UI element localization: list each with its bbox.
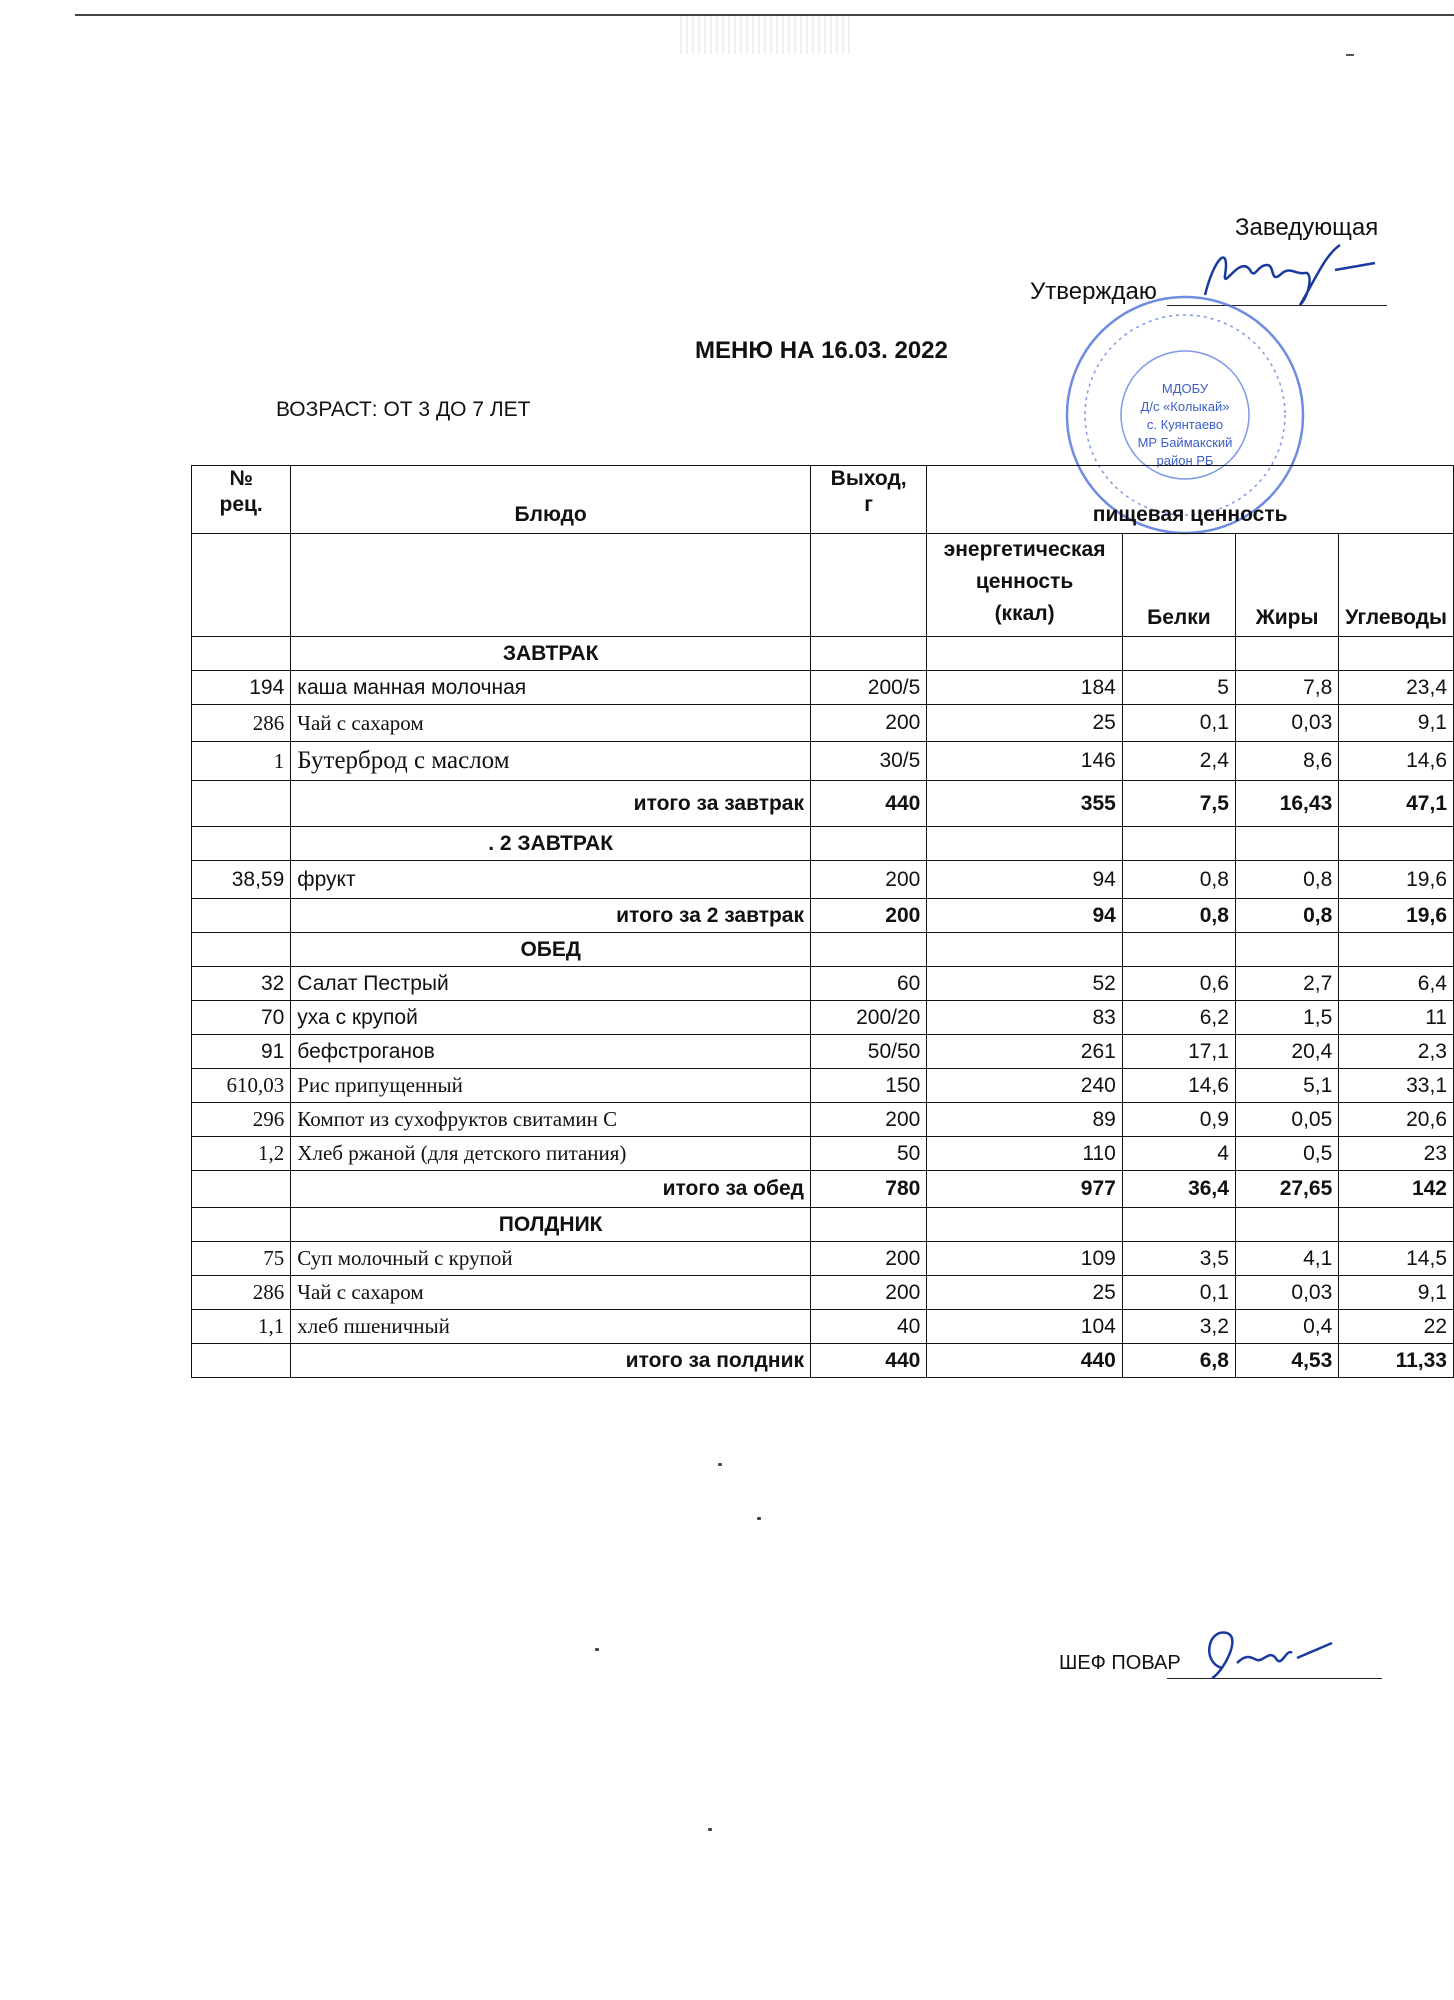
page-title: МЕНЮ НА 16.03. 2022 bbox=[695, 337, 948, 364]
table-row bbox=[192, 1035, 1454, 1069]
protein-value: 3,2 bbox=[1122, 1310, 1235, 1344]
empty-cell bbox=[1339, 933, 1454, 967]
dish-name: каша манная молочная bbox=[291, 671, 811, 705]
dish-name: бефстроганов bbox=[291, 1035, 811, 1069]
energy-value: 89 bbox=[927, 1103, 1123, 1137]
protein-value: 0,1 bbox=[1122, 705, 1235, 742]
recipe-number: 70 bbox=[192, 1001, 291, 1035]
header-dish: Блюдо bbox=[291, 466, 811, 534]
table-row bbox=[192, 671, 1454, 705]
total-fat: 0,8 bbox=[1235, 899, 1338, 933]
table-row bbox=[192, 899, 1454, 933]
empty-cell bbox=[1339, 637, 1454, 671]
yield-value: 200 bbox=[811, 1103, 927, 1137]
total-fat: 4,53 bbox=[1235, 1344, 1338, 1378]
total-energy: 94 bbox=[927, 899, 1123, 933]
scan-speck bbox=[757, 1517, 761, 1520]
empty-cell bbox=[1339, 1208, 1454, 1242]
dish-name: фрукт bbox=[291, 861, 811, 899]
stamp-line: с. Куянтаево bbox=[1146, 417, 1224, 432]
protein-value: 17,1 bbox=[1122, 1035, 1235, 1069]
total-fat: 16,43 bbox=[1235, 781, 1338, 827]
menu-table bbox=[191, 465, 1454, 1378]
protein-value: 6,2 bbox=[1122, 1001, 1235, 1035]
section-title: ЗАВТРАК bbox=[291, 637, 811, 671]
header-fat: Жиры bbox=[1235, 534, 1338, 637]
dish-name: хлеб пшеничный bbox=[291, 1310, 811, 1344]
dish-name: Рис припущенный bbox=[291, 1069, 811, 1103]
carbs-value: 23 bbox=[1339, 1137, 1454, 1171]
recipe-number: 194 bbox=[192, 671, 291, 705]
energy-value: 110 bbox=[927, 1137, 1123, 1171]
yield-value: 50/50 bbox=[811, 1035, 927, 1069]
dish-name: Компот из сухофруктов свитамин С bbox=[291, 1103, 811, 1137]
energy-value: 83 bbox=[927, 1001, 1123, 1035]
fat-value: 0,5 bbox=[1235, 1137, 1338, 1171]
protein-value: 14,6 bbox=[1122, 1069, 1235, 1103]
empty-cell bbox=[811, 637, 927, 671]
yield-value: 200 bbox=[811, 1242, 927, 1276]
carbs-value: 23,4 bbox=[1339, 671, 1454, 705]
empty-cell bbox=[1122, 933, 1235, 967]
fat-value: 1,5 bbox=[1235, 1001, 1338, 1035]
empty-cell bbox=[192, 899, 291, 933]
dish-name: Суп молочный с крупой bbox=[291, 1242, 811, 1276]
yield-value: 200 bbox=[811, 705, 927, 742]
recipe-number: 286 bbox=[192, 705, 291, 742]
energy-value: 261 bbox=[927, 1035, 1123, 1069]
total-protein: 6,8 bbox=[1122, 1344, 1235, 1378]
fat-value: 2,7 bbox=[1235, 967, 1338, 1001]
total-yield: 440 bbox=[811, 1344, 927, 1378]
fat-value: 20,4 bbox=[1235, 1035, 1338, 1069]
total-carbs: 142 bbox=[1339, 1171, 1454, 1208]
empty-cell bbox=[192, 1344, 291, 1378]
total-protein: 7,5 bbox=[1122, 781, 1235, 827]
yield-value: 200 bbox=[811, 1276, 927, 1310]
chef-signature bbox=[1192, 1618, 1342, 1688]
table-row bbox=[192, 967, 1454, 1001]
fat-value: 0,03 bbox=[1235, 1276, 1338, 1310]
header-nutrition: пищевая ценность bbox=[927, 466, 1454, 534]
empty-cell bbox=[927, 1208, 1123, 1242]
empty-cell bbox=[927, 933, 1123, 967]
section-title: . 2 ЗАВТРАК bbox=[291, 827, 811, 861]
table-row bbox=[192, 1001, 1454, 1035]
total-carbs: 11,33 bbox=[1339, 1344, 1454, 1378]
energy-value: 104 bbox=[927, 1310, 1123, 1344]
approve-label: Утверждаю bbox=[1030, 278, 1157, 305]
carbs-value: 33,1 bbox=[1339, 1069, 1454, 1103]
scan-speck bbox=[718, 1463, 722, 1466]
energy-value: 109 bbox=[927, 1242, 1123, 1276]
header-empty-yield bbox=[811, 534, 927, 637]
carbs-value: 19,6 bbox=[1339, 861, 1454, 899]
table-row bbox=[192, 933, 1454, 967]
header-energy: энергетическая ценность (ккал) bbox=[927, 534, 1123, 637]
yield-value: 60 bbox=[811, 967, 927, 1001]
recipe-number: 1,2 bbox=[192, 1137, 291, 1171]
protein-value: 5 bbox=[1122, 671, 1235, 705]
total-yield: 200 bbox=[811, 899, 927, 933]
yield-value: 150 bbox=[811, 1069, 927, 1103]
empty-cell bbox=[192, 781, 291, 827]
carbs-value: 6,4 bbox=[1339, 967, 1454, 1001]
dish-name: Салат Пестрый bbox=[291, 967, 811, 1001]
empty-cell bbox=[192, 1208, 291, 1242]
carbs-value: 20,6 bbox=[1339, 1103, 1454, 1137]
protein-value: 0,9 bbox=[1122, 1103, 1235, 1137]
total-label: итого за обед bbox=[291, 1171, 811, 1208]
carbs-value: 9,1 bbox=[1339, 705, 1454, 742]
age-group: ВОЗРАСТ: ОТ 3 ДО 7 ЛЕТ bbox=[276, 398, 531, 421]
fat-value: 0,05 bbox=[1235, 1103, 1338, 1137]
total-fat: 27,65 bbox=[1235, 1171, 1338, 1208]
scan-mark bbox=[1346, 54, 1354, 56]
energy-value: 25 bbox=[927, 1276, 1123, 1310]
carbs-value: 9,1 bbox=[1339, 1276, 1454, 1310]
protein-value: 0,1 bbox=[1122, 1276, 1235, 1310]
total-carbs: 47,1 bbox=[1339, 781, 1454, 827]
carbs-value: 14,6 bbox=[1339, 742, 1454, 781]
table-row bbox=[192, 1069, 1454, 1103]
table-row bbox=[192, 742, 1454, 781]
fat-value: 0,4 bbox=[1235, 1310, 1338, 1344]
protein-value: 0,8 bbox=[1122, 861, 1235, 899]
table-row bbox=[192, 1171, 1454, 1208]
protein-value: 4 bbox=[1122, 1137, 1235, 1171]
header-yield: Выход, г bbox=[811, 466, 927, 534]
energy-value: 52 bbox=[927, 967, 1123, 1001]
stamp-line: МДОБУ bbox=[1161, 381, 1209, 396]
table-row bbox=[192, 1310, 1454, 1344]
energy-value: 184 bbox=[927, 671, 1123, 705]
total-carbs: 19,6 bbox=[1339, 899, 1454, 933]
recipe-number: 38,59 bbox=[192, 861, 291, 899]
total-label: итого за 2 завтрак bbox=[291, 899, 811, 933]
dish-name: Бутерброд с маслом bbox=[291, 742, 811, 781]
total-energy: 355 bbox=[927, 781, 1123, 827]
yield-value: 200 bbox=[811, 861, 927, 899]
carbs-value: 14,5 bbox=[1339, 1242, 1454, 1276]
yield-value: 40 bbox=[811, 1310, 927, 1344]
empty-cell bbox=[1122, 1208, 1235, 1242]
empty-cell bbox=[192, 637, 291, 671]
table-row bbox=[192, 827, 1454, 861]
table-row bbox=[192, 1103, 1454, 1137]
header-carbs: Углеводы bbox=[1339, 534, 1454, 637]
svg-text:МДОБУД/с «Колыкай»с. Куянтаево bbox=[1138, 381, 1233, 468]
recipe-number: 75 bbox=[192, 1242, 291, 1276]
table-row bbox=[192, 1208, 1454, 1242]
energy-value: 94 bbox=[927, 861, 1123, 899]
empty-cell bbox=[927, 827, 1123, 861]
empty-cell bbox=[1122, 827, 1235, 861]
carbs-value: 2,3 bbox=[1339, 1035, 1454, 1069]
empty-cell bbox=[1235, 827, 1338, 861]
empty-cell bbox=[1122, 637, 1235, 671]
fat-value: 7,8 bbox=[1235, 671, 1338, 705]
fat-value: 5,1 bbox=[1235, 1069, 1338, 1103]
recipe-number: 296 bbox=[192, 1103, 291, 1137]
dish-name: Чай с сахаром bbox=[291, 1276, 811, 1310]
empty-cell bbox=[1339, 827, 1454, 861]
table-row bbox=[192, 861, 1454, 899]
table-row bbox=[192, 637, 1454, 671]
scan-speck bbox=[595, 1648, 599, 1651]
menu-body bbox=[192, 637, 1454, 1378]
protein-value: 3,5 bbox=[1122, 1242, 1235, 1276]
protein-value: 2,4 bbox=[1122, 742, 1235, 781]
header-empty-dish bbox=[291, 534, 811, 637]
dish-name: уха с крупой bbox=[291, 1001, 811, 1035]
table-row bbox=[192, 781, 1454, 827]
recipe-number: 91 bbox=[192, 1035, 291, 1069]
carbs-value: 22 bbox=[1339, 1310, 1454, 1344]
fat-value: 8,6 bbox=[1235, 742, 1338, 781]
protein-value: 0,6 bbox=[1122, 967, 1235, 1001]
recipe-number: 286 bbox=[192, 1276, 291, 1310]
header-protein: Белки bbox=[1122, 534, 1235, 637]
empty-cell bbox=[811, 1208, 927, 1242]
fat-value: 0,8 bbox=[1235, 861, 1338, 899]
empty-cell bbox=[192, 1171, 291, 1208]
carbs-value: 11 bbox=[1339, 1001, 1454, 1035]
total-energy: 440 bbox=[927, 1344, 1123, 1378]
energy-value: 25 bbox=[927, 705, 1123, 742]
stamp-line: Д/с «Колыкай» bbox=[1140, 399, 1230, 414]
empty-cell bbox=[1235, 1208, 1338, 1242]
yield-value: 30/5 bbox=[811, 742, 927, 781]
chef-label: ШЕФ ПОВАР bbox=[1059, 1652, 1181, 1674]
total-energy: 977 bbox=[927, 1171, 1123, 1208]
header-recipe-number: № рец. bbox=[192, 466, 291, 534]
table-row bbox=[192, 1137, 1454, 1171]
section-title: ОБЕД bbox=[291, 933, 811, 967]
scan-artifact bbox=[680, 14, 850, 54]
stamp-line: МР Баймакский bbox=[1137, 435, 1233, 450]
empty-cell bbox=[192, 933, 291, 967]
empty-cell bbox=[192, 827, 291, 861]
table-row bbox=[192, 705, 1454, 742]
recipe-number: 1 bbox=[192, 742, 291, 781]
empty-cell bbox=[811, 827, 927, 861]
recipe-number: 1,1 bbox=[192, 1310, 291, 1344]
recipe-number: 32 bbox=[192, 967, 291, 1001]
table-row bbox=[192, 1344, 1454, 1378]
stamp-line: район РБ bbox=[1156, 453, 1214, 468]
empty-cell bbox=[927, 637, 1123, 671]
table-row bbox=[192, 1276, 1454, 1310]
yield-value: 200/5 bbox=[811, 671, 927, 705]
approver-title: Заведующая bbox=[1235, 214, 1379, 241]
scan-speck bbox=[708, 1828, 712, 1831]
approver-signature bbox=[1195, 235, 1385, 315]
header-empty-num bbox=[192, 534, 291, 637]
empty-cell bbox=[811, 933, 927, 967]
recipe-number: 610,03 bbox=[192, 1069, 291, 1103]
yield-value: 50 bbox=[811, 1137, 927, 1171]
energy-value: 146 bbox=[927, 742, 1123, 781]
total-label: итого за полдник bbox=[291, 1344, 811, 1378]
total-label: итого за завтрак bbox=[291, 781, 811, 827]
total-yield: 440 bbox=[811, 781, 927, 827]
fat-value: 0,03 bbox=[1235, 705, 1338, 742]
empty-cell bbox=[1235, 637, 1338, 671]
total-yield: 780 bbox=[811, 1171, 927, 1208]
table-row bbox=[192, 1242, 1454, 1276]
section-title: ПОЛДНИК bbox=[291, 1208, 811, 1242]
energy-value: 240 bbox=[927, 1069, 1123, 1103]
yield-value: 200/20 bbox=[811, 1001, 927, 1035]
dish-name: Чай с сахаром bbox=[291, 705, 811, 742]
total-protein: 0,8 bbox=[1122, 899, 1235, 933]
dish-name: Хлеб ржаной (для детского питания) bbox=[291, 1137, 811, 1171]
empty-cell bbox=[1235, 933, 1338, 967]
fat-value: 4,1 bbox=[1235, 1242, 1338, 1276]
total-protein: 36,4 bbox=[1122, 1171, 1235, 1208]
